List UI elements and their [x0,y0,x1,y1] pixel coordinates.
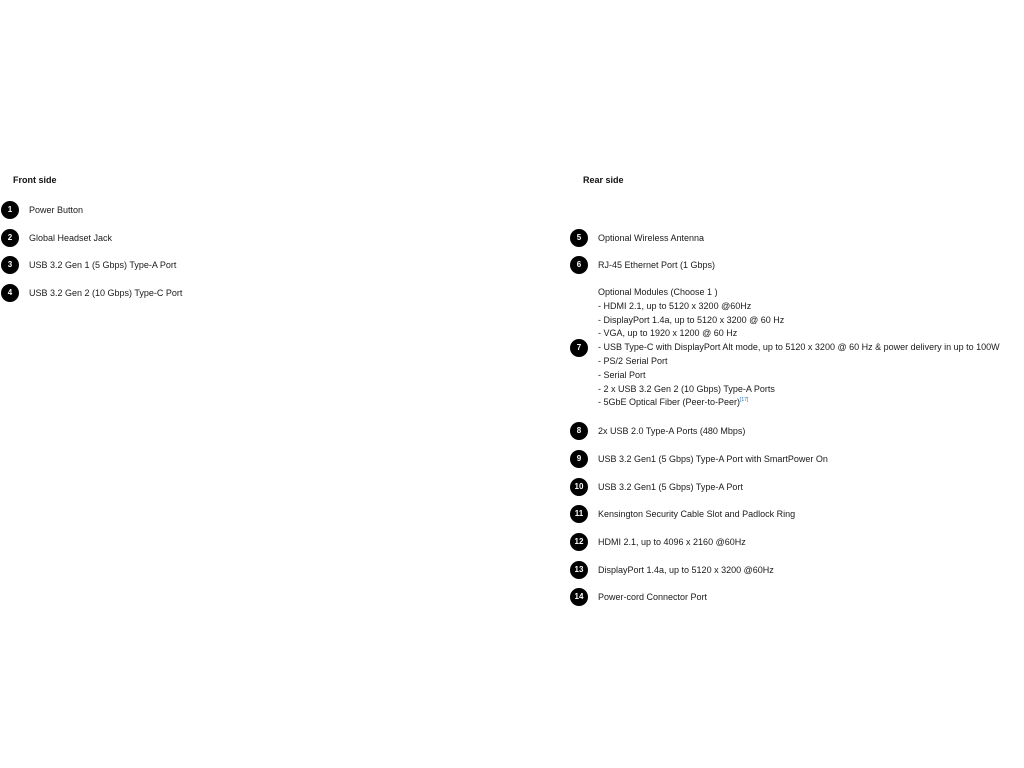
callout-number-badge: 8 [570,422,588,440]
item-label: USB 3.2 Gen1 (5 Gbps) Type-A Port [598,482,743,492]
item-label: Optional Wireless Antenna [598,233,705,243]
rear-side-heading: Rear side [583,175,624,185]
item-label: Global Headset Jack [29,233,113,243]
front-side-heading: Front side [13,175,57,185]
callout-number-badge: 3 [1,256,19,274]
item-label: Kensington Security Cable Slot and Padlock Ring [598,509,796,519]
module-option: - 5GbE Optical Fiber (Peer-to-Peer) [598,397,741,408]
module-option: - DisplayPort 1.4a, up to 5120 x 3200 @ 60 Hz [598,314,785,325]
callout-number-badge: 11 [570,505,588,523]
module-option: - USB Type-C with DisplayPort Alt mode, up to 5120 x 3200 @ 60 Hz & power delivery in up to 100W [598,342,1000,353]
callout-number-badge: 13 [570,561,588,579]
item-label: RJ-45 Ethernet Port (1 Gbps) [598,260,716,270]
callout-number-badge: 12 [570,533,588,551]
callout-number-badge: 2 [1,229,19,247]
item-label: HDMI 2.1, up to 4096 x 2160 @60Hz [598,537,746,547]
callout-number-badge: 14 [570,588,588,606]
item-label: USB 3.2 Gen 2 (10 Gbps) Type-C Port [29,288,183,298]
callout-number-badge: 5 [570,229,588,247]
module-option: - VGA, up to 1920 x 1200 @ 60 Hz [598,328,738,339]
item-label: Power Button [29,205,84,215]
optional-modules-list [598,286,1000,410]
item-label: USB 3.2 Gen1 (5 Gbps) Type-A Port with SmartPower On [598,454,828,464]
module-option: - HDMI 2.1, up to 5120 x 3200 @60Hz [598,300,752,311]
item-label: Power-cord Connector Port [598,592,708,602]
callout-number-badge: 4 [1,284,19,302]
module-option-row [598,396,1000,410]
callout-number-badge: 1 [1,201,19,219]
callout-number-badge: 7 [570,339,588,357]
item-label: DisplayPort 1.4a, up to 5120 x 3200 @60Hz [598,565,774,575]
item-label: 2x USB 2.0 Type-A Ports (480 Mbps) [598,426,746,436]
callout-number-badge: 6 [570,256,588,274]
optional-modules-heading: Optional Modules (Choose 1 ) [598,287,718,297]
module-option: - Serial Port [598,369,646,380]
item-label: USB 3.2 Gen 1 (5 Gbps) Type-A Port [29,260,177,270]
footnote-ref-link[interactable]: [17] [740,397,749,404]
module-option: - 2 x USB 3.2 Gen 2 (10 Gbps) Type-A Ports [598,383,775,394]
callout-number-badge: 9 [570,450,588,468]
callout-number-badge: 10 [570,478,588,496]
module-option: - PS/2 Serial Port [598,355,668,366]
